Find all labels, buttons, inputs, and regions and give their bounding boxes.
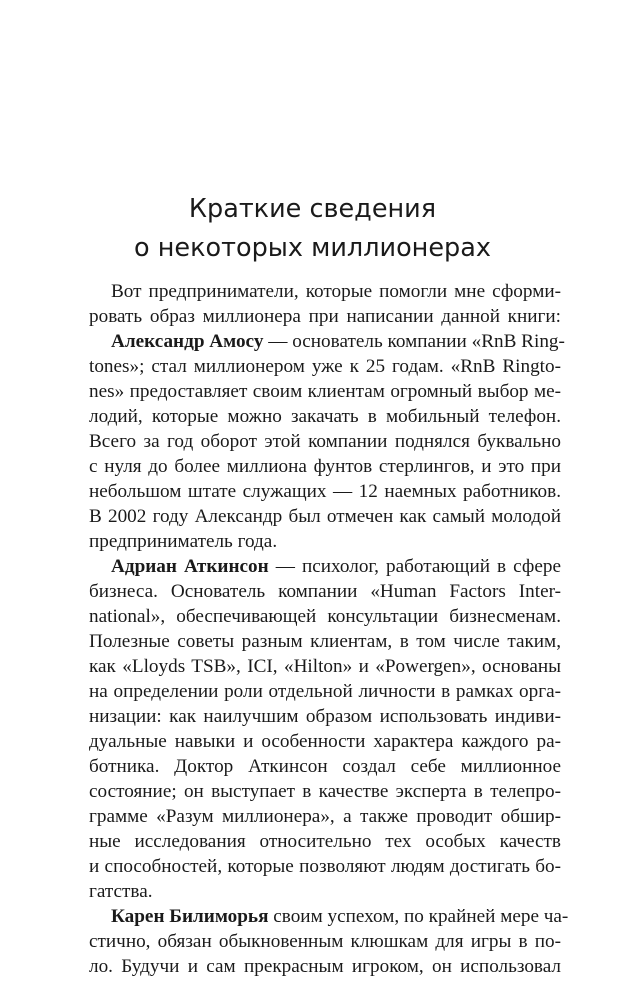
text-line xyxy=(89,904,569,929)
paragraph-bilimoria xyxy=(89,904,569,979)
text-line: В 2002 году Александр был отмечен как самый молодой xyxy=(89,506,561,527)
text-line: ровать образ миллионера при написании данной книги: xyxy=(89,306,561,327)
text-line: как «Lloyds TSB», ICI, «Hilton» и «Powergen», основаны xyxy=(89,656,561,677)
paragraph-amosu xyxy=(89,329,565,554)
person-name: Адриан Аткинсон xyxy=(111,556,269,577)
text-line: предприниматель года. xyxy=(89,531,278,552)
paragraph-intro xyxy=(89,279,561,329)
chapter-title xyxy=(0,190,625,268)
person-name: Александр Амосу xyxy=(111,331,264,352)
text-line: ботника. Доктор Аткинсон создал себе миллионное xyxy=(89,756,561,777)
text-line: с нуля до более миллиона фунтов стерлингов, и это при xyxy=(89,456,561,477)
chapter-title-line-2: о некоторых миллионерах xyxy=(134,233,491,263)
text-fragment: своим успехом, по крайней мере ча- xyxy=(268,906,569,927)
text-line: ные исследования относительно тех особых качеств xyxy=(89,831,561,852)
text-line: низации: как наилучшим образом использовать индиви- xyxy=(89,706,561,727)
body-text xyxy=(89,279,569,979)
text-line: гатства. xyxy=(89,881,153,902)
text-line: грамме «Разум миллионера», а также проводит обшир- xyxy=(89,806,561,827)
text-line: дуальные навыки и особенности характера каждого ра- xyxy=(89,731,561,752)
text-line: Вот предприниматели, которые помогли мне сформи- xyxy=(111,281,561,302)
text-line: и способностей, которые позволяют людям достигать бо- xyxy=(89,856,561,877)
text-line: Полезные советы разным клиентам, в том числе таким, xyxy=(89,631,561,652)
text-fragment: — основатель компании «RnB Ring- xyxy=(263,331,565,352)
text-line: лодий, которые можно закачать в мобильный телефон. xyxy=(89,406,561,427)
text-line xyxy=(89,329,565,354)
text-line xyxy=(89,554,561,579)
paragraph-atkinson xyxy=(89,554,561,904)
text-line: ло. Будучи и сам прекрасным игроком, он использовал xyxy=(89,956,561,977)
text-line: состояние; он выступает в качестве эксперта в телепро- xyxy=(89,781,561,802)
chapter-title-line-1: Краткие сведения xyxy=(188,194,437,224)
text-line: стично, обязан обыкновенным клюшкам для игры в по- xyxy=(89,931,561,952)
text-line: бизнеса. Основатель компании «Human Factors Inter- xyxy=(89,581,561,602)
text-line: national», обеспечивающей консультации бизнесменам. xyxy=(89,606,561,627)
person-name: Карен Билиморья xyxy=(111,906,269,927)
text-line: на определении роли отдельной личности в рамках орга- xyxy=(89,681,561,702)
text-line: nes» предоставляет своим клиентам огромный выбор ме- xyxy=(89,381,561,402)
text-fragment: — психолог, работающий в сфере xyxy=(268,556,561,577)
text-line: небольшом штате служащих — 12 наемных работников. xyxy=(89,481,561,502)
text-line: tones»; стал миллионером уже к 25 годам. «RnB Ringto- xyxy=(89,356,561,377)
text-line: Всего за год оборот этой компании поднялся буквально xyxy=(89,431,561,452)
